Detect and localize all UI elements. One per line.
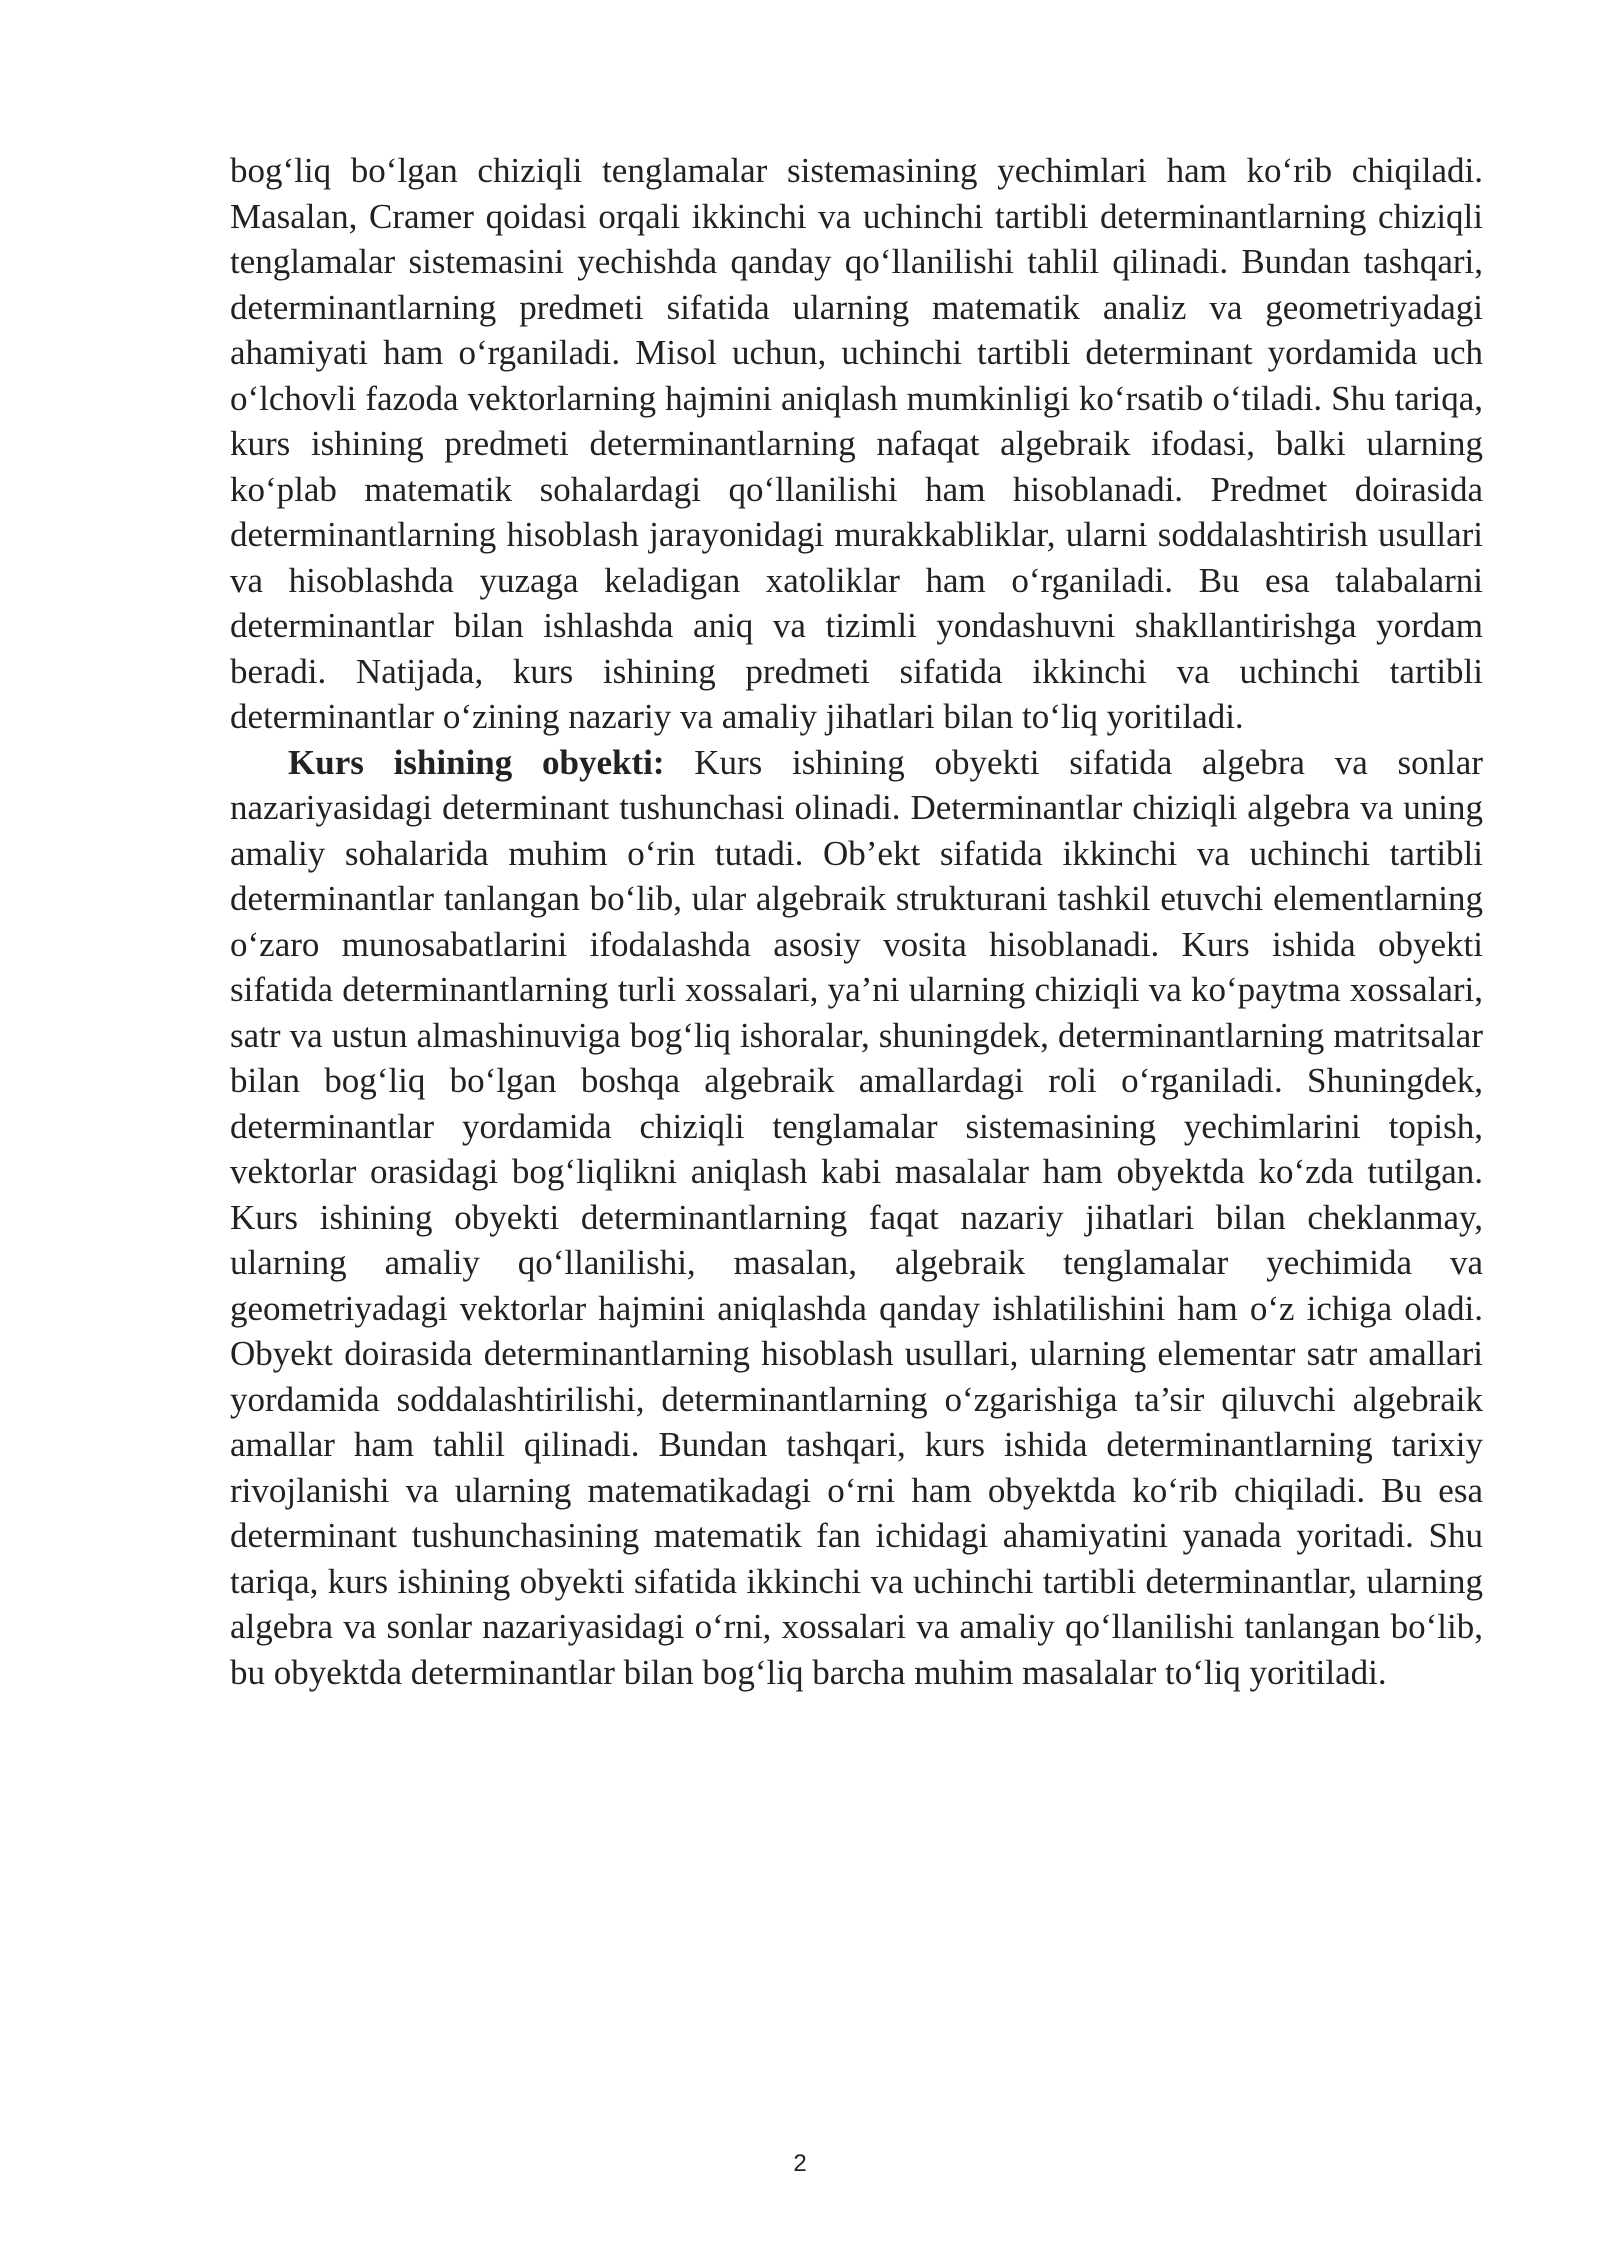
body-text: [230, 148, 1483, 1695]
paragraph-heading-course-object: Kurs ishining obyekti:: [288, 742, 665, 782]
paragraph-course-object-body: Kurs ishining obyekti sifatida algebra va sonlar nazariyasidagi determinant tushunchasi olinadi. Determinantlar chiziqli algebra va uning amaliy sohalarida muhim o‘rin tutadi. Ob’ekt sifatida ikkinchi va uchinchi tartibli determinantlar tanlangan bo‘lib, ular algebraik strukturani tashkil etuvchi elementlarning o‘zaro munosabatlarini ifodalashda asosiy vosita hisoblanadi. Kurs ishida obyekti sifatida determinantlarning turli xossalari, ya’ni ularning chiziqli va ko‘paytma xossalari, satr va ustun almashinuviga bog‘liq ishoralar, shuningdek, determinantlarning matritsalar bilan bog‘liq bo‘lgan boshqa algebraik amallardagi roli o‘rganiladi. Shuningdek, determinantlar yordamida chiziqli tenglamalar sistemasining yechimlarini topish, vektorlar orasidagi bog‘liqlikni aniqlash kabi masalalar ham obyektda ko‘zda tutilgan. Kurs ishining obyekti determinantlarning faqat nazariy jihatlari bilan cheklanmay, ularning amaliy qo‘llanilishi, masalan, algebraik tenglamalar yechimida va geometriyadagi vektorlar hajmini aniqlashda qanday ishlatilishini ham o‘z ichiga oladi. Obyekt doirasida determinantlarning hisoblash usullari, ularning elementar satr amallari yordamida soddalashtirilishi, determinantlarning o‘zgarishiga ta’sir qiluvchi algebraik amallar ham tahlil qilinadi. Bundan tashqari, kurs ishida determinantlarning tarixiy rivojlanishi va ularning matematikadagi o‘rni ham obyektda ko‘rib chiqiladi. Bu esa determinant tushunchasining matematik fan ichidagi ahamiyatini yanada yoritadi. Shu tariqa, kurs ishining obyekti sifatida ikkinchi va uchinchi tartibli determinantlar, ularning algebra va sonlar nazariyasidagi o‘rni, xossalari va amaliy qo‘llanilishi tanlangan bo‘lib, bu obyektda determinantlar bilan bog‘liq barcha muhim masalalar to‘liq yoritiladi.: [230, 742, 1483, 1692]
page-number: 2: [793, 2150, 807, 2177]
paragraph-subject-continuation: bog‘liq bo‘lgan chiziqli tenglamalar sistemasining yechimlari ham ko‘rib chiqiladi. Masalan, Cramer qoidasi orqali ikkinchi va uchinchi tartibli determinantlarning chiziqli tenglamalar sistemasini yechishda qanday qo‘llanilishi tahlil qilinadi. Bundan tashqari, determinantlarning predmeti sifatida ularning matematik analiz va geometriyadagi ahamiyati ham o‘rganiladi. Misol uchun, uchinchi tartibli determinant yordamida uch o‘lchovli fazoda vektorlarning hajmini aniqlash mumkinligi ko‘rsatib o‘tiladi. Shu tariqa, kurs ishining predmeti determinantlarning nafaqat algebraik ifodasi, balki ularning ko‘plab matematik sohalardagi qo‘llanilishi ham hisoblanadi. Predmet doirasida determinantlarning hisoblash jarayonidagi murakkabliklar, ularni soddalashtirish usullari va hisoblashda yuzaga keladigan xatoliklar ham o‘rganiladi. Bu esa talabalarni determinantlar bilan ishlashda aniq va tizimli yondashuvni shakllantirishga yordam beradi. Natijada, kurs ishining predmeti sifatida ikkinchi va uchinchi tartibli determinantlar o‘zining nazariy va amaliy jihatlari bilan to‘liq yoritiladi.: [230, 151, 1483, 736]
paragraph-course-object: [230, 740, 1483, 1696]
